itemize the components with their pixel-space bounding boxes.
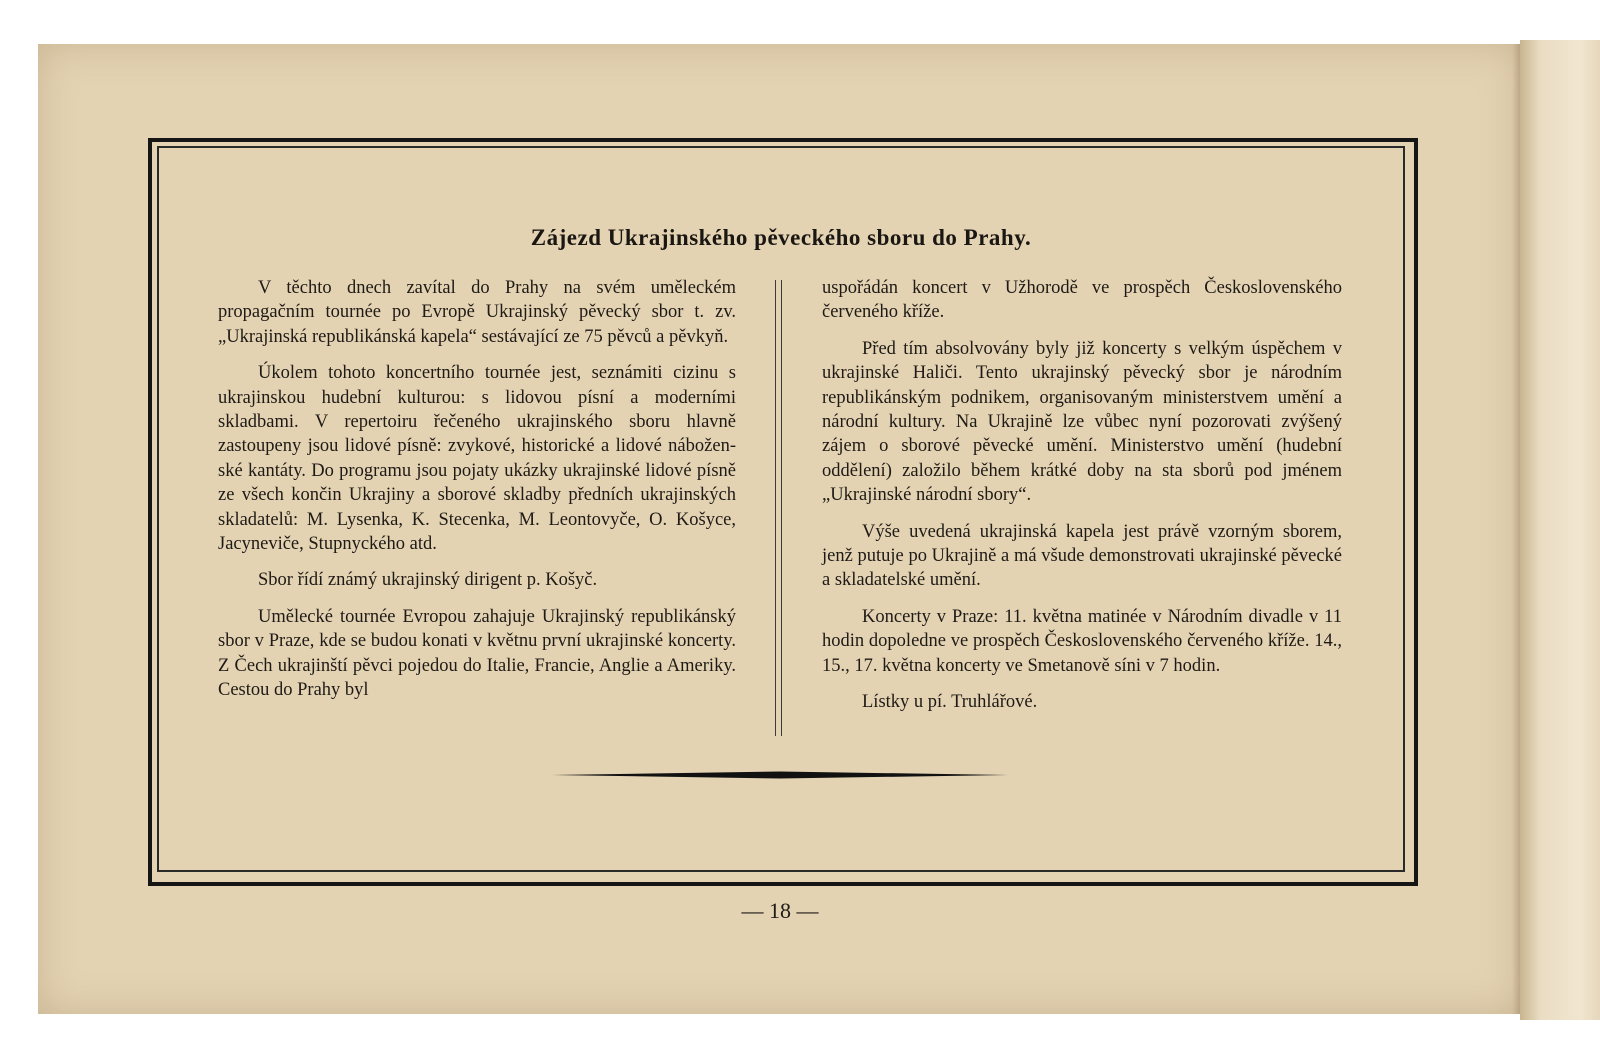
article-title: Zájezd Ukrajinského pěveckého sboru do Prahy. (530, 225, 1032, 250)
paragraph: Umělecké tournée Evropou zahajuje Ukrajinský republikánský sbor v Praze, kde se budou konati v květnu první ukrajinské koncerty. Z Čech ukrajinští pěvci pojedou do Italie, Francie, Anglie a Ameriky. Cestou do Prahy byl (218, 606, 736, 701)
page-number: — 18 — (741, 898, 819, 923)
paragraph: Výše uvedená ukrajinská kapela jest právě vzorným sborem, jenž putuje po Ukrajině a má všude demonstrovati ukrajinské pěvecké a skladatelské umění. (822, 521, 1342, 591)
paragraph: Před tím absolvovány byly již koncerty s velkým úspěchem v ukrajinské Haliči. Tento ukrajinský pěvecký sbor je národním republikánským podnikem, organisovaným ministerstvem umění a národní kultury. Na Ukrajině lze vůbec nyní pozorovati zvýšený zájem o sborové pěvecké umění. Ministerstvo umění (hudební oddělení) založilo během krátké doby na sta sborů pod jménem „Ukrajinské národní sbory“. (822, 338, 1342, 506)
right-column (822, 276, 1342, 727)
left-column (218, 276, 736, 715)
column-divider (775, 280, 782, 736)
paragraph: Úkolem tohoto koncertního tournée jest, seznámiti cizinu s ukrajinskou hudební kulturou: s lidovou písní a moderními skladbami. V repertoiru řečeného ukrajinského sboru hlavně zastoupeny jsou lidové písně: zvykové, historické a lidové náboženské kantáty. Do programu jsou pojaty ukázky ukrajinské lidové písně ze všech končin Ukrajiny a sborové skladby předních ukrajinských skladatelů: M. Lysenka, K. Stecenka, M. Leontovyče, O. Košyce, Jacyneviče, Stupnyckého atd. (218, 363, 736, 555)
paragraph: V těchto dnech zavítal do Prahy na svém uměleckém propagačním tournée po Evropě Ukrajinský pěvecký sbor t. zv. „Ukrajinská republikánská kapela“ sestávající ze 75 pěvců a pěvkyň. (218, 278, 736, 347)
tapered-rule-ornament (552, 770, 1008, 780)
paragraph: Sbor řídí známý ukrajinský dirigent p. Košyč. (258, 570, 598, 591)
paragraph: Koncerty v Praze: 11. května matinée v Národním divadle v 11 hodin dopoledne ve prospěch Československého červeného kříže. 14., 15., 17. května koncerty ve Smetanově síni v 7 hodin. (822, 606, 1342, 676)
paragraph-continuation: uspořádán koncert v Užhorodě ve prospěch Československého červeného kříže. (822, 278, 1342, 323)
book-spine-edge (1520, 40, 1600, 1020)
paragraph: Lístky u pí. Truhlářové. (862, 692, 1038, 713)
